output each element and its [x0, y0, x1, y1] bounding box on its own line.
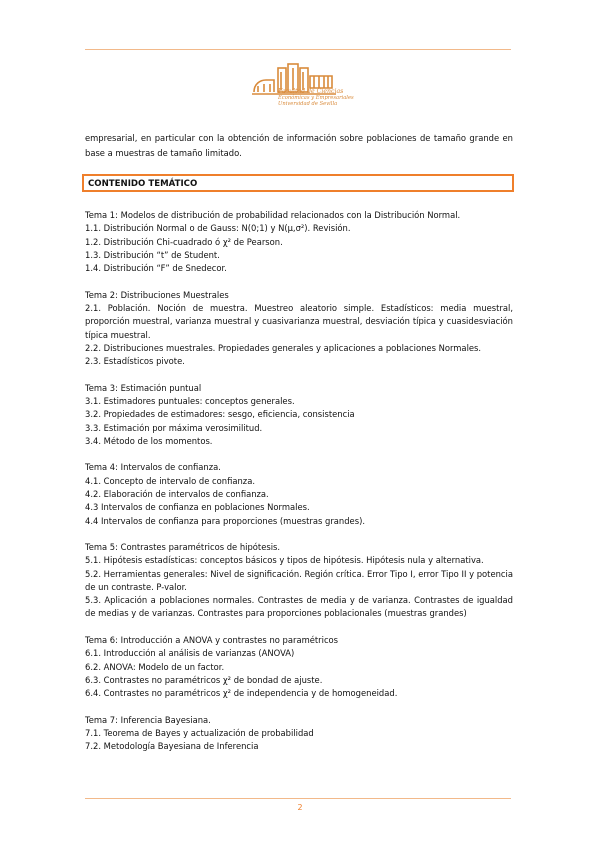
- section-header-box: [82, 174, 514, 192]
- tema-item: 5.2. Herramientas generales: Nivel de significación. Región crítica. Error Tipo I, error Tipo II y potencia de un contraste. P-valor.: [85, 568, 513, 592]
- intro-paragraph: empresarial, en particular con la obtención de información sobre poblaciones de tamaño grande en base a muestras de tamaño limitado.: [85, 133, 513, 159]
- tema-title: Tema 5: Contrastes paramétricos de hipótesis.: [85, 541, 281, 552]
- header-rule: [85, 49, 511, 50]
- tema-title: Tema 6: Introducción a ANOVA y contrastes no paramétricos: [85, 634, 339, 645]
- tema-item: 4.4 Intervalos de confianza para proporciones (muestras grandes).: [85, 515, 365, 526]
- tema-item: 3.2. Propiedades de estimadores: sesgo, eficiencia, consistencia: [85, 409, 355, 420]
- tema-item: 2.2. Distribuciones muestrales. Propiedades generales y aplicaciones a poblaciones Normales.: [85, 342, 482, 353]
- tema-item: 6.4. Contrastes no paramétricos χ² de independencia y de homogeneidad.: [85, 688, 398, 699]
- tema-item: 2.1. Población. Noción de muestra. Muestreo aleatorio simple. Estadísticos: media muestral, proporción muestral, varianza muestral y cuasivarianza muestral, desviación típica y cuasidesviación típica muestral.: [85, 302, 513, 340]
- tema-item: 2.3. Estadísticos pivote.: [85, 356, 185, 367]
- footer-rule: [85, 798, 511, 799]
- tema-item: 5.3. Aplicación a poblaciones normales. Contrastes de media y de varianza. Contrastes de igualdad de medias y de varianzas. Contrastes para proporciones poblacionales (muestras grandes): [85, 595, 513, 619]
- tema-item: 6.2. ANOVA: Modelo de un factor.: [85, 661, 225, 672]
- tema-item: 4.2. Elaboración de intervalos de confianza.: [85, 488, 269, 499]
- tema-item: 3.1. Estimadores puntuales: conceptos generales.: [85, 395, 295, 406]
- tema-block: [85, 634, 513, 700]
- tema-title: Tema 4: Intervalos de confianza.: [85, 462, 221, 473]
- tema-title: Tema 1: Modelos de distribución de probabilidad relacionados con la Distribución Normal.: [85, 210, 461, 220]
- page-number: 2: [297, 803, 303, 812]
- logo-line-3: Universidad de Sevilla: [278, 101, 338, 107]
- tema-item: 5.1. Hipótesis estadísticas: conceptos básicos y tipos de hipótesis. Hipótesis nula y alternativa.: [85, 555, 484, 566]
- logo-line-1: Facultad de Ciencias: [278, 88, 344, 95]
- tema-block: [85, 541, 513, 621]
- tema-block: [85, 382, 513, 448]
- tema-block: [85, 209, 513, 275]
- tema-item: 7.2. Metodología Bayesiana de Inferencia: [85, 741, 259, 752]
- tema-block: [85, 461, 513, 527]
- tema-item: 3.4. Método de los momentos.: [85, 435, 213, 446]
- tema-block: [85, 714, 513, 754]
- logo-caption: [278, 89, 354, 107]
- logo-line-2: Económicas y Empresariales: [278, 95, 354, 101]
- tema-item: 4.1. Concepto de intervalo de confianza.: [85, 475, 255, 486]
- tema-item: 1.4. Distribución “F” de Snedecor.: [85, 263, 227, 274]
- tema-item: 4.3 Intervalos de confianza en poblaciones Normales.: [85, 502, 310, 513]
- tema-block: [85, 289, 513, 369]
- tema-item: 3.3. Estimación por máxima verosimilitud.: [85, 422, 263, 433]
- tema-title: Tema 3: Estimación puntual: [85, 382, 202, 393]
- tema-item: 6.3. Contrastes no paramétricos χ² de bondad de ajuste.: [85, 674, 323, 685]
- tema-item: 6.1. Introducción al análisis de varianzas (ANOVA): [85, 648, 295, 659]
- tema-item: 1.3. Distribución “t” de Student.: [85, 249, 220, 260]
- tema-item: 1.1. Distribución Normal o de Gauss: N(0;1) y N(μ,σ²). Revisión.: [85, 223, 351, 234]
- tema-title: Tema 7: Inferencia Bayesiana.: [85, 714, 211, 725]
- tema-title: Tema 2: Distribuciones Muestrales: [85, 289, 229, 300]
- tema-item: 1.2. Distribución Chi-cuadrado ó χ² de Pearson.: [85, 236, 283, 247]
- tema-item: 7.1. Teorema de Bayes y actualización de probabilidad: [85, 727, 314, 738]
- syllabus-content: [85, 209, 513, 754]
- section-title: CONTENIDO TEMÁTICO: [88, 179, 198, 189]
